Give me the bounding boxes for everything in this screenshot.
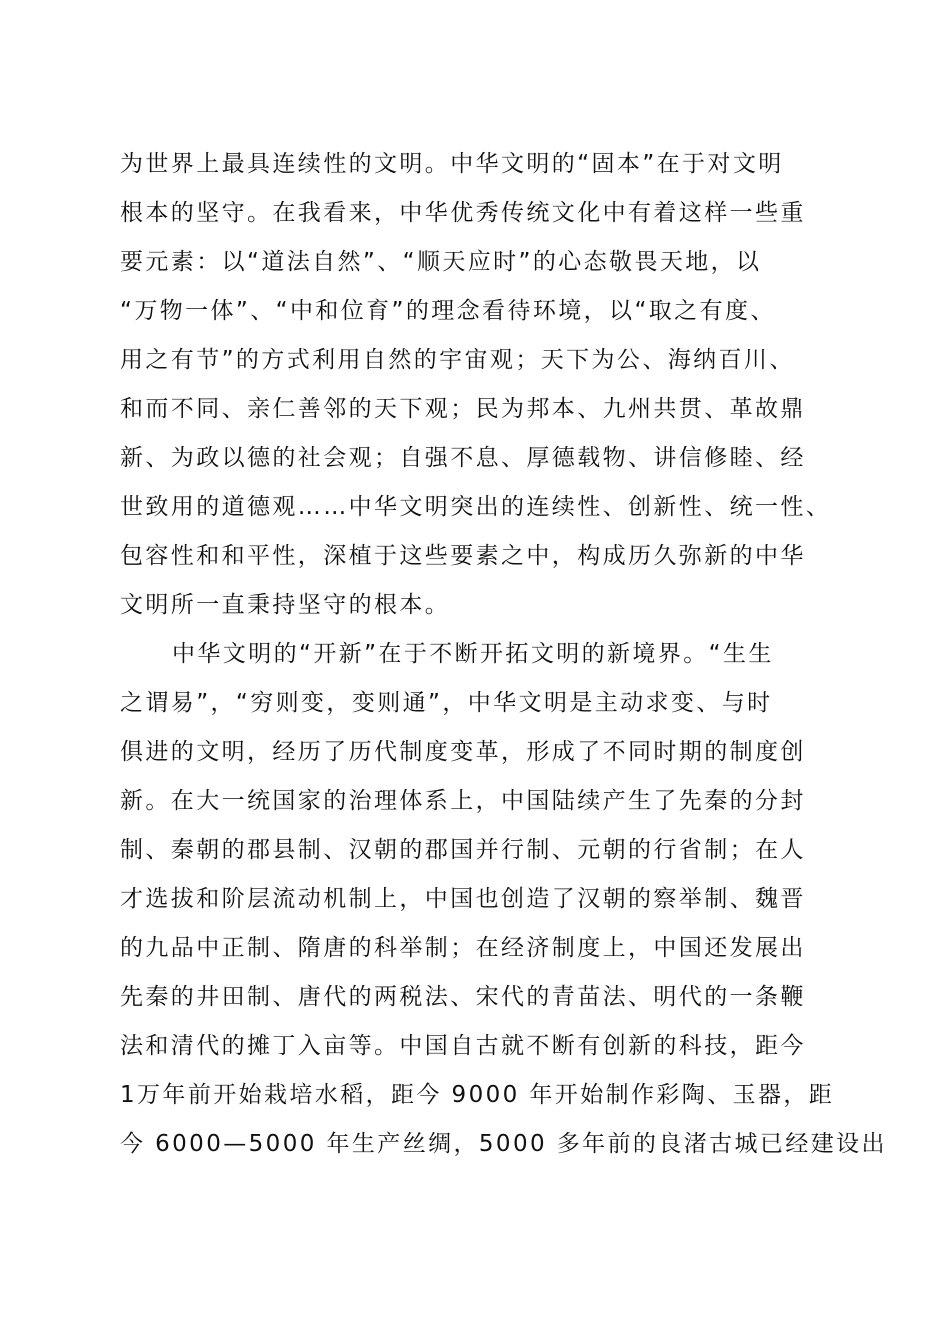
text-line: 先秦的井田制、唐代的两税法、宋代的青苗法、明代的一条鞭	[120, 984, 806, 1010]
text-line: 新、为政以德的社会观；自强不息、厚德载物、讲信修睦、经	[120, 445, 806, 471]
text-line: 之谓易”，“穷则变，变则通”，中华文明是主动求变、与时	[120, 690, 773, 716]
text-line: 世致用的道德观……中华文明突出的连续性、创新性、统一性、	[120, 494, 832, 520]
text-line: 的九品中正制、隋唐的科举制；在经济制度上，中国还发展出	[120, 935, 806, 961]
text-line: 才选拔和阶层流动机制上，中国也创造了汉朝的察举制、魏晋	[120, 886, 806, 912]
text-line: 今 6000—5000 年生产丝绸，5000 多年前的良渚古城已经建设出	[120, 1131, 887, 1157]
text-line: 1万年前开始栽培水稻，距今 9000 年开始制作彩陶、玉器，距	[120, 1082, 835, 1108]
body-text	[120, 140, 887, 1169]
text-line-first-indented: 中华文明的“开新”在于不断开拓文明的新境界。“生生	[172, 641, 774, 667]
text-line: 法和清代的摊丁入亩等。中国自古就不断有创新的科技，距今	[120, 1033, 806, 1059]
paragraph-2	[120, 630, 887, 1169]
text-line: 要元素：以“道法自然”、“顺天应时”的心态敬畏天地，以	[120, 249, 762, 275]
text-line: 包容性和和平性，深植于这些要素之中，构成历久弥新的中华	[120, 543, 806, 569]
text-line: 用之有节”的方式利用自然的宇宙观；天下为公、海纳百川、	[120, 347, 795, 373]
text-line: 和而不同、亲仁善邻的天下观；民为邦本、九州共贯、革故鼎	[120, 396, 806, 422]
text-line: 新。在大一统国家的治理体系上，中国陆续产生了先秦的分封	[120, 788, 806, 814]
text-line: 根本的坚守。在我看来，中华优秀传统文化中有着这样一些重	[120, 200, 806, 226]
text-line: 制、秦朝的郡县制、汉朝的郡国并行制、元朝的行省制；在人	[120, 837, 806, 863]
paragraph-1	[120, 140, 840, 630]
text-line: 俱进的文明，经历了历代制度变革，形成了不同时期的制度创	[120, 739, 806, 765]
text-line: 文明所一直秉持坚守的根本。	[120, 592, 451, 618]
text-line: 为世界上最具连续性的文明。中华文明的“固本”在于对文明	[120, 151, 784, 177]
text-line: “万物一体”、“中和位育”的理念看待环境，以“取之有度、	[120, 298, 776, 324]
